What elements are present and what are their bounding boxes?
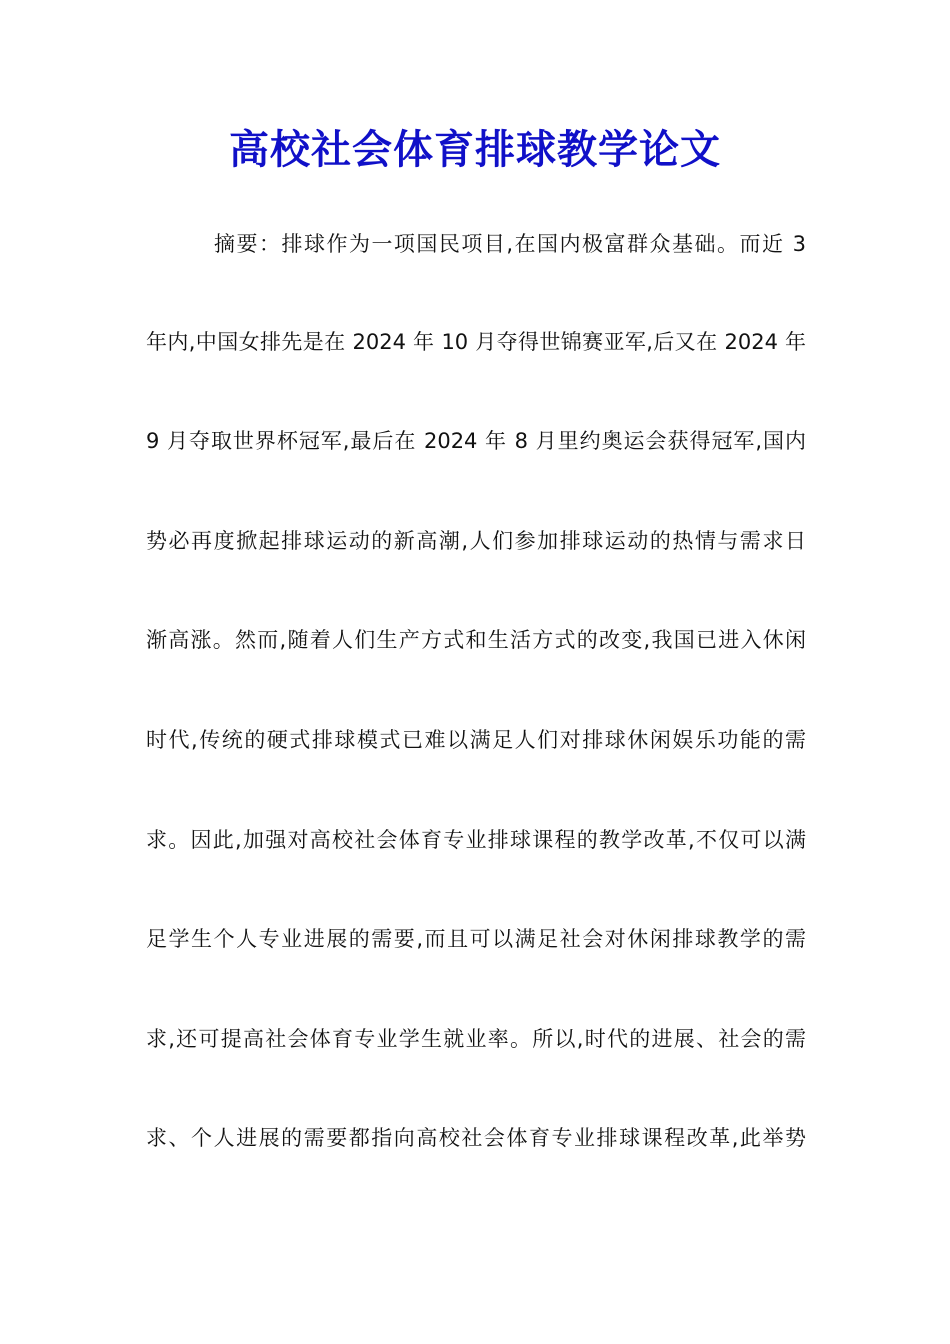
abstract-line: 摘要：排球作为一项国民项目,在国内极富群众基础。而近 3 xyxy=(214,232,806,256)
abstract-line: 渐高涨。然而,随着人们生产方式和生活方式的改变,我国已进入休闲 xyxy=(146,628,806,652)
abstract-line: 求,还可提高社会体育专业学生就业率。所以,时代的进展、社会的需 xyxy=(146,1027,806,1051)
abstract-line: 势必再度掀起排球运动的新高潮,人们参加排球运动的热情与需求日 xyxy=(146,529,806,553)
abstract-line: 年内,中国女排先是在 2024 年 10 月夺得世锦赛亚军,后又在 2024 年 xyxy=(146,330,806,354)
abstract-line: 9 月夺取世界杯冠军,最后在 2024 年 8 月里约奥运会获得冠军,国内 xyxy=(146,429,806,453)
document-title: 高校社会体育排球教学论文 xyxy=(229,126,721,173)
abstract-line: 求、个人进展的需要都指向高校社会体育专业排球课程改革,此举势 xyxy=(146,1126,806,1150)
abstract-line: 求。因此,加强对高校社会体育专业排球课程的教学改革,不仅可以满 xyxy=(146,828,806,852)
abstract-line: 时代,传统的硬式排球模式已难以满足人们对排球休闲娱乐功能的需 xyxy=(146,728,806,752)
abstract-line: 足学生个人专业进展的需要,而且可以满足社会对休闲排球教学的需 xyxy=(146,927,806,951)
